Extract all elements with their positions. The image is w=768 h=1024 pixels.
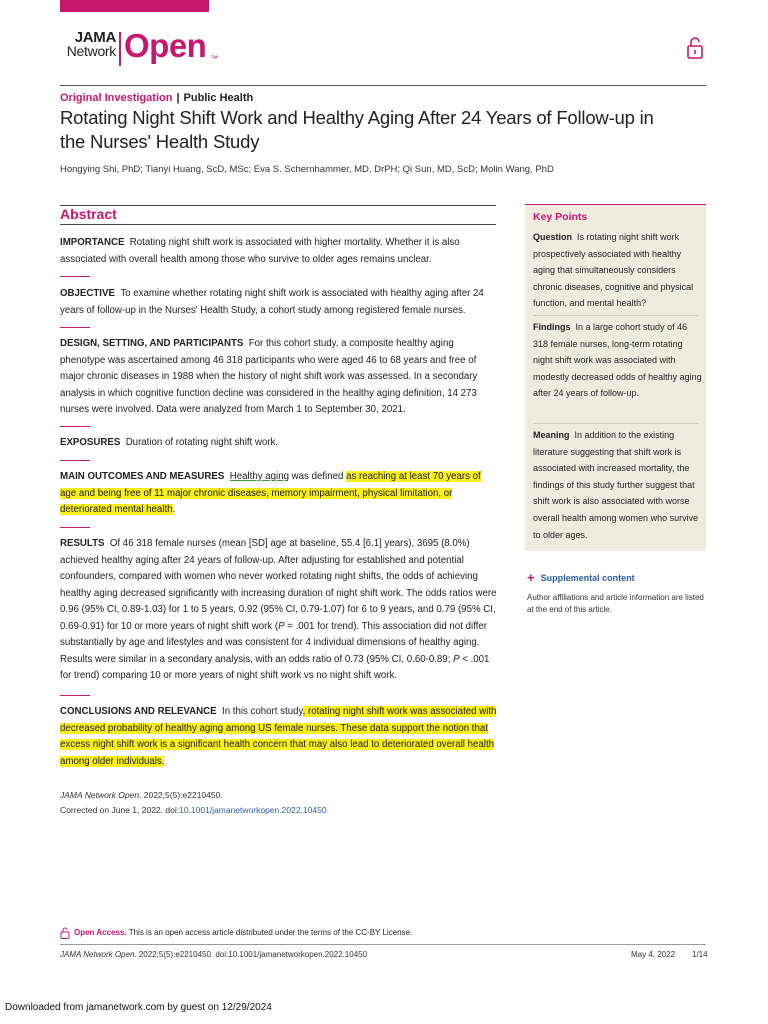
results-p-symbol: P — [278, 620, 285, 632]
section-divider — [60, 460, 90, 461]
article-section[interactable]: Public Health — [183, 92, 254, 104]
findings-label: Findings — [533, 322, 571, 332]
outcomes-section — [60, 469, 498, 519]
findings-text: In a large cohort study of 46 318 female nurses, long-term rotating night shift work was associated with modestly decreased odds of healthy aging after 24 years of follow-up. — [533, 322, 702, 399]
meaning-label: Meaning — [533, 430, 570, 440]
open-lock-icon — [60, 927, 70, 939]
objective-section — [60, 286, 498, 319]
results-label: RESULTS — [60, 538, 105, 549]
kicker-separator: | — [176, 92, 180, 104]
open-access-text: This is an open access article distributed under the terms of the CC-BY License. — [126, 928, 413, 938]
results-p-symbol: P — [453, 653, 460, 665]
supplemental-label: Supplemental content — [540, 573, 635, 583]
outcomes-label: MAIN OUTCOMES AND MEASURES — [60, 471, 225, 482]
key-points-divider — [533, 423, 698, 424]
article-type[interactable]: Original Investigation — [60, 92, 173, 104]
importance-label: IMPORTANCE — [60, 237, 125, 248]
open-lock-icon — [686, 36, 704, 60]
question-label: Question — [533, 232, 573, 242]
design-section — [60, 336, 498, 419]
footer-citation — [60, 950, 367, 959]
citation-line — [60, 788, 223, 802]
design-label: DESIGN, SETTING, AND PARTICIPANTS — [60, 338, 244, 349]
design-text: For this cohort study, a composite healthy aging phenotype was ascertained among 46 318 participants who were aged 46 to 68 years and free of major chronic diseases in 1988 when the history of night shift work was assessed. In a secondary analysis in which cognitive function decline was considered in the healthy aging definition, 14 273 nurses were involved. Data were analyzed from March 1 to September 30, 2021. — [60, 338, 478, 415]
header-rule — [60, 85, 706, 86]
key-points-box — [525, 204, 706, 551]
results-section — [60, 536, 498, 685]
importance-section — [60, 235, 498, 268]
conclusions-highlight: , rotating night shift work was associated with decreased probability of healthy aging among US female nurses. These data support the notion that excess night shift work is a significant health concern that may also lead to deteriorated overall health among older individuals. — [60, 706, 497, 767]
correction-line — [60, 803, 327, 817]
outcomes-underlined-term: Healthy aging — [229, 471, 289, 482]
objective-label: OBJECTIVE — [60, 288, 115, 299]
outcomes-end: . — [172, 504, 176, 515]
logo-jama: JAMA — [74, 29, 116, 46]
key-point-question — [533, 229, 703, 312]
footer-rule — [60, 944, 706, 945]
logo-divider — [119, 32, 121, 66]
key-points-divider — [533, 315, 698, 316]
results-text-1: Of 46 318 female nurses (mean [SD] age at baseline, 55.4 [6.1] years), 3695 (8.0%) achieved healthy aging after 24 years of follow-up. After adjusting for established and potential confounders, compared with women who never worked rotating night shifts, the odds of achieving healthy aging decreased significantly with increasing duration of night shift work. The odds ratios were 0.96 (95% CI, 0.89-1.03) for 1 to 5 years, 0.92 (95% CI, 0.79-1.07) for 6 to 9 years, and 0.79 (95% CI, 0.69-0.91) for 10 or more years of night shift work ( — [60, 538, 497, 632]
meaning-text: In addition to the existing literature suggesting that shift work is associated with increased mortality, the findings of this study further suggest that shift work is also associated with worse overall health among women who survive to older ages. — [533, 430, 699, 540]
key-point-meaning — [533, 427, 703, 543]
objective-text: To examine whether rotating night shift work is associated with healthy aging after 24 years of follow-up in the Nurses' Health Study, a cohort study among registered female nurses. — [60, 288, 484, 316]
affiliations-note: Author affiliations and article information are listed at the end of this article. — [527, 593, 704, 614]
doi-link[interactable]: 10.1001/jamanetworkopen.2022.10450 — [179, 805, 327, 815]
brand-top-bar — [60, 0, 209, 12]
footer-date: May 4, 2022 — [631, 950, 676, 959]
importance-text: Rotating night shift work is associated with higher mortality. Whether it is also associated with overall health among those who survive to older ages remains unclear. — [60, 237, 460, 265]
logo-open: Open — [124, 27, 207, 64]
open-access-label[interactable]: Open Access. — [74, 928, 127, 938]
results-text-2: = .001 for trend). This association did not differ substantially by age and lifestyles and was consistent for 4 individual dimensions of healthy aging. Results were similar in a secondary analysis, with an odds ratio of 0.73 (95% CI, 0.60-0.89; — [60, 620, 487, 665]
plus-icon: + — [527, 570, 535, 585]
section-divider — [60, 276, 90, 277]
section-divider — [60, 695, 90, 696]
citation-rest: . 2022;5(5):e2210450. — [139, 790, 223, 800]
download-notice: Downloaded from jamanetwork.com by guest on 12/29/2024 — [5, 1002, 272, 1013]
abstract-top-rule — [60, 205, 496, 206]
abstract-heading: Abstract — [60, 206, 117, 222]
results-text-3: < .001 for trend) comparing 10 or more years of night shift work vs no night shift work. — [60, 653, 490, 681]
outcomes-highlight: as reaching at least 70 years of age and being free of 11 major chronic diseases, memory impairment, physical limitation, or deteriorated mental health — [60, 471, 481, 515]
abstract-heading-rule — [60, 224, 496, 225]
exposures-section — [60, 435, 498, 452]
conclusions-section — [60, 704, 498, 770]
conclusions-text: In this cohort study — [222, 706, 303, 717]
section-divider — [60, 527, 90, 528]
footer-citation-rest: . 2022;5(5):e2210450. doi:10.1001/jamanetworkopen.2022.10450 — [134, 950, 368, 959]
exposures-text: Duration of rotating night shift work. — [125, 437, 279, 448]
section-divider — [60, 327, 90, 328]
correction-text: Corrected on June 1, 2022. doi: — [60, 805, 180, 815]
supplemental-content-link[interactable] — [527, 569, 635, 584]
key-points-heading: Key Points — [533, 211, 588, 223]
conclusions-label: CONCLUSIONS AND RELEVANCE — [60, 706, 217, 717]
key-point-findings — [533, 319, 703, 402]
footer-journal: JAMA Network Open — [60, 950, 135, 959]
logo-network: Network — [66, 43, 116, 59]
logo-trademark: ™ — [210, 54, 218, 63]
section-divider — [60, 426, 90, 427]
open-access-note — [60, 927, 412, 939]
page-number: 1/14 — [692, 950, 708, 959]
outcomes-text: was defined — [288, 471, 347, 482]
exposures-label: EXPOSURES — [60, 437, 121, 448]
article-kicker — [60, 91, 253, 105]
citation-journal: JAMA Network Open — [60, 790, 140, 800]
author-list: Hongying Shi, PhD; Tianyi Huang, ScD, MSc; Eva S. Schernhammer, MD, DrPH; Qi Sun, MD, ScD; Molin Wang, PhD — [60, 164, 554, 175]
question-text: Is rotating night shift work prospectively associated with healthy aging that simultaneously considers chronic diseases, cognitive and physical function, and mental health? — [533, 232, 694, 309]
article-title: Rotating Night Shift Work and Healthy Aging After 24 Years of Follow-up in the Nurses' Health Study — [60, 107, 654, 152]
